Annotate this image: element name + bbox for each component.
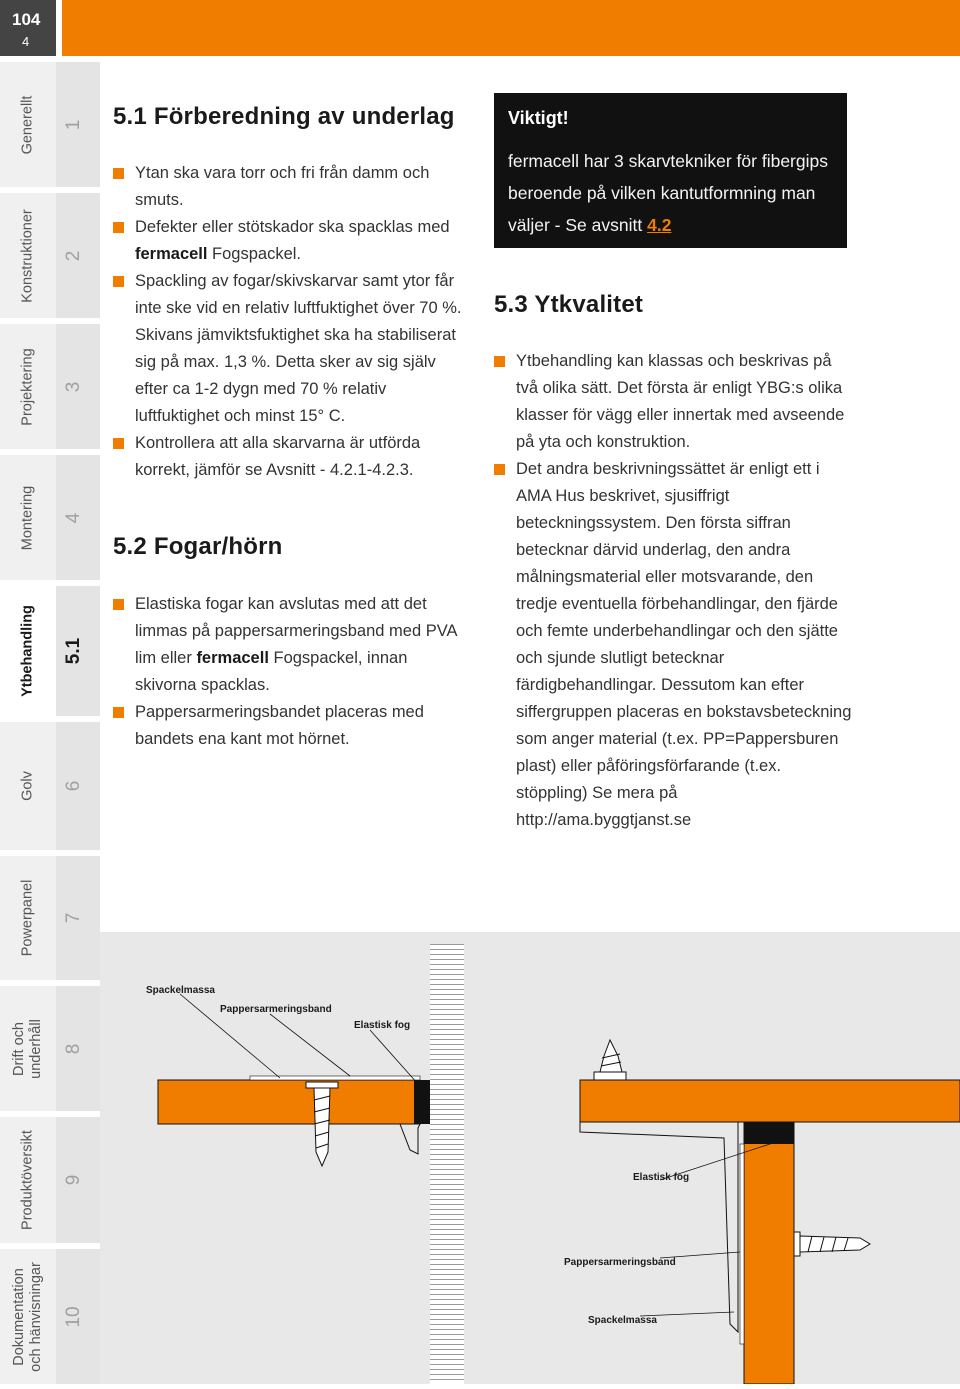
tab-projektering[interactable] bbox=[0, 324, 100, 449]
tab-number: 4 bbox=[63, 512, 84, 523]
tab-label: Dokumentation och hänvisningar bbox=[11, 1261, 44, 1372]
tab-powerpanel[interactable] bbox=[0, 856, 100, 980]
list-item: Ytan ska vara torr och fri från damm och smuts. bbox=[113, 160, 473, 214]
tab-produktoversikt[interactable] bbox=[0, 1117, 100, 1243]
paper-tape-left bbox=[250, 1076, 420, 1080]
important-note-box bbox=[494, 93, 847, 248]
gypsum-board-vertical bbox=[744, 1122, 794, 1384]
list-item: Spackling av fogar/skivskarvar samt ytor får inte ske vid en relativ luftfuktighet över 70 %. Skivans jämviktsfuktighet ska ha stabiliserat sig på max. 1,3 %. Detta sker av sig själv efter ca 1-2 dygn med 70 % relativ luftfuktighet och minst 15° C. bbox=[113, 268, 473, 430]
important-note-title: Viktigt! bbox=[508, 108, 569, 128]
label-pappersarmeringsband: Pappersarmeringsband bbox=[220, 1004, 332, 1015]
tab-drift-och-underhall[interactable] bbox=[0, 986, 100, 1111]
screw-horizontal bbox=[794, 1232, 870, 1256]
label-elastisk-fog: Elastisk fog bbox=[354, 1020, 411, 1031]
filler-profile-corner bbox=[580, 1122, 738, 1332]
tab-label: Montering bbox=[19, 485, 36, 550]
section-5-2-list bbox=[113, 591, 473, 753]
list-item: Defekter eller stötskador ska spacklas med fermacell Fogspackel. bbox=[113, 214, 473, 268]
chapter-sidebar bbox=[0, 62, 100, 1384]
tab-number: 2 bbox=[63, 250, 84, 261]
tab-number: 6 bbox=[63, 780, 84, 792]
label-pappersarmeringsband: Pappersarmeringsband bbox=[564, 1257, 676, 1268]
label-spackelmassa: Spackelmassa bbox=[146, 985, 215, 996]
wall-substrate bbox=[430, 944, 464, 1384]
tab-number: 9 bbox=[63, 1174, 84, 1186]
top-accent-bar bbox=[62, 0, 960, 56]
tab-label: Powerpanel bbox=[19, 879, 36, 957]
label-elastisk-fog: Elastisk fog bbox=[633, 1172, 690, 1183]
section-link[interactable]: 4.2 bbox=[647, 215, 672, 235]
tab-number: 5.1 bbox=[63, 637, 84, 665]
page-number: 104 bbox=[12, 10, 41, 29]
gypsum-board-top bbox=[580, 1080, 960, 1122]
tab-number: 8 bbox=[63, 1043, 84, 1054]
section-5-3-title: 5.3 Ytkvalitet bbox=[494, 291, 644, 318]
tab-number: 3 bbox=[63, 381, 84, 392]
paper-tape-corner bbox=[740, 1144, 744, 1344]
corner-joint-drawing bbox=[100, 932, 960, 1384]
tab-generellt[interactable] bbox=[0, 62, 100, 187]
tab-number: 10 bbox=[63, 1305, 84, 1328]
tab-label: Produktöversikt bbox=[19, 1130, 36, 1230]
section-5-2-title: 5.2 Fogar/hörn bbox=[113, 533, 283, 560]
tab-number: 7 bbox=[63, 912, 84, 924]
tab-label: Golv bbox=[19, 771, 36, 801]
tab-label: Konstruktioner bbox=[19, 208, 36, 303]
label-spackelmassa: Spackelmassa bbox=[588, 1315, 657, 1326]
joint-illustration bbox=[100, 932, 960, 1384]
page-number-box bbox=[0, 0, 56, 56]
tab-label: Generellt bbox=[19, 95, 36, 154]
section-5-1-list bbox=[113, 160, 473, 484]
tab-dokumentation[interactable] bbox=[0, 1249, 100, 1384]
list-item: Ytbehandling kan klassas och beskrivas på två olika sätt. Det första är enligt YBG:s olika klasser för vägg eller innertak med avseende på yta och konstruktion. bbox=[494, 348, 854, 456]
list-item: Det andra beskrivningssättet är enligt ett i AMA Hus beskrivet, sjusiffrigt beteckningssystem. Den första siffran betecknar därvid underlag, den andra målningsmaterial eller motsvarande, den tredje eventuella förbehandlingar, den fjärde och femte underbehandlingar och den sjätte och sjunde slutligt betecknar färdigbehandlingar. Dessutom kan efter siffergruppen placeras en bokstavsbeteckning som anger material (t.ex. PP=Pappersburen plast) eller påföringsförfarande (t.ex. stöppling) Se mera på http://ama.byggtjanst.se bbox=[494, 456, 854, 834]
tab-label: Drift och underhåll bbox=[11, 1018, 44, 1079]
tab-number: 1 bbox=[63, 119, 84, 130]
important-note-text: fermacell har 3 skarvtekniker för fibergips beroende på vilken kantutformning man väljer - Se avsnitt 4.2 bbox=[508, 151, 828, 235]
section-5-1-title: 5.1 Förberedning av underlag bbox=[113, 103, 455, 130]
tab-montering[interactable] bbox=[0, 455, 100, 580]
chapter-number: 4 bbox=[22, 34, 30, 49]
gypsum-board-left bbox=[158, 1080, 420, 1124]
list-item: Pappersarmeringsbandet placeras med bandets ena kant mot hörnet. bbox=[113, 699, 473, 753]
filler-profile-left bbox=[255, 1124, 420, 1154]
tab-ytbehandling[interactable] bbox=[0, 586, 100, 716]
elastic-joint-corner bbox=[744, 1122, 794, 1144]
tab-konstruktioner[interactable] bbox=[0, 193, 100, 318]
list-item: Kontrollera att alla skarvarna är utförda korrekt, jämför se Avsnitt - 4.2.1-4.2.3. bbox=[113, 430, 473, 484]
screw-top bbox=[594, 1040, 626, 1080]
section-5-3-list bbox=[494, 348, 854, 834]
list-item: Elastiska fogar kan avslutas med att det limmas på pappersarmeringsband med PVA lim eller fermacell Fogspackel, innan skivorna spacklas. bbox=[113, 591, 473, 699]
tab-golv[interactable] bbox=[0, 722, 100, 850]
elastic-joint-left bbox=[414, 1080, 430, 1124]
tab-label: Ytbehandling bbox=[19, 605, 36, 697]
tab-label: Projektering bbox=[19, 347, 36, 426]
